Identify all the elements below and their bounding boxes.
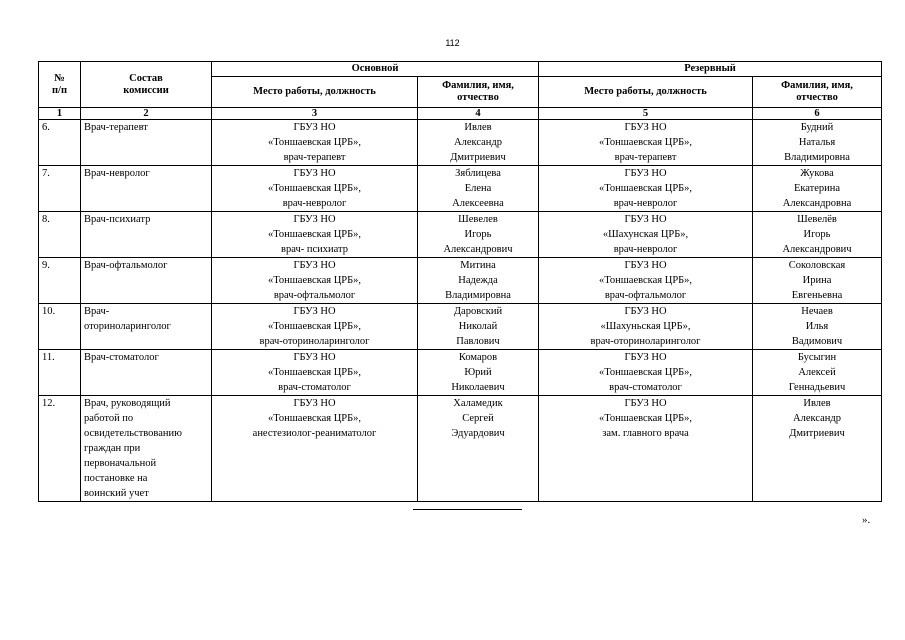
- header-reserve-group: Резервный: [539, 62, 882, 77]
- commission-role: Врач-офтальмолог: [81, 258, 212, 304]
- row-number: 7.: [39, 166, 81, 212]
- main-fullname: Комаров Юрий Николаевич: [418, 350, 539, 396]
- header-reserve-workplace: Место работы, должность: [539, 77, 753, 108]
- header-number: № п/п: [39, 62, 81, 108]
- table-body: [39, 120, 882, 502]
- reserve-workplace: ГБУЗ НО «Тоншаевская ЦРБ», врач-офтальмолог: [539, 258, 753, 304]
- column-number: 2: [81, 108, 212, 120]
- main-workplace: ГБУЗ НО «Тоншаевская ЦРБ», врач-стоматолог: [212, 350, 418, 396]
- main-workplace: ГБУЗ НО «Тоншаевская ЦРБ», врач-невролог: [212, 166, 418, 212]
- row-number: 6.: [39, 120, 81, 166]
- row-number: 10.: [39, 304, 81, 350]
- commission-role: Врач-стоматолог: [81, 350, 212, 396]
- reserve-workplace: ГБУЗ НО «Шахунская ЦРБ», врач-невролог: [539, 212, 753, 258]
- main-fullname: Митина Надежда Владимировна: [418, 258, 539, 304]
- commission-role: Врач-психиатр: [81, 212, 212, 258]
- reserve-workplace: ГБУЗ НО «Тоншаевская ЦРБ», врач-невролог: [539, 166, 753, 212]
- main-fullname: Халамедик Сергей Эдуардович: [418, 396, 539, 502]
- reserve-fullname: Шевелёв Игорь Александрович: [753, 212, 882, 258]
- reserve-fullname: Жукова Екатерина Александровна: [753, 166, 882, 212]
- reserve-fullname: Бусыгин Алексей Геннадьевич: [753, 350, 882, 396]
- header-main-fullname: Фамилия, имя, отчество: [418, 77, 539, 108]
- closing-quote-mark: ».: [862, 514, 871, 526]
- reserve-fullname: Соколовская Ирина Евгеньевна: [753, 258, 882, 304]
- page-number: 112: [445, 38, 460, 48]
- table-row: [39, 304, 882, 350]
- main-fullname: Зяблицева Елена Алексеевна: [418, 166, 539, 212]
- row-number: 12.: [39, 396, 81, 502]
- commission-role: Врач-терапевт: [81, 120, 212, 166]
- table-row: [39, 212, 882, 258]
- table-row: [39, 350, 882, 396]
- main-workplace: ГБУЗ НО «Тоншаевская ЦРБ», врач-терапевт: [212, 120, 418, 166]
- commission-role: Врач- оториноларинголог: [81, 304, 212, 350]
- reserve-workplace: ГБУЗ НО «Тоншаевская ЦРБ», врач-стоматолог: [539, 350, 753, 396]
- table-row: [39, 396, 882, 502]
- table-row: [39, 258, 882, 304]
- header-composition: Состав комиссии: [81, 62, 212, 108]
- footnote-divider: [413, 509, 522, 510]
- table-row: [39, 120, 882, 166]
- reserve-fullname: Нечаев Илья Вадимович: [753, 304, 882, 350]
- commission-role: Врач, руководящий работой по освидетельствованию граждан при первоначальной постановке на воинский учет: [81, 396, 212, 502]
- main-workplace: ГБУЗ НО «Тоншаевская ЦРБ», анестезиолог-реаниматолог: [212, 396, 418, 502]
- row-number: 11.: [39, 350, 81, 396]
- header-main-workplace: Место работы, должность: [212, 77, 418, 108]
- table-row: [39, 166, 882, 212]
- reserve-workplace: ГБУЗ НО «Тоншаевская ЦРБ», врач-терапевт: [539, 120, 753, 166]
- column-number-row: [39, 108, 882, 120]
- column-number: 1: [39, 108, 81, 120]
- commission-table: [38, 61, 882, 502]
- commission-role: Врач-невролог: [81, 166, 212, 212]
- reserve-workplace: ГБУЗ НО «Шахуньская ЦРБ», врач-оториноларинголог: [539, 304, 753, 350]
- main-fullname: Ивлев Александр Дмитриевич: [418, 120, 539, 166]
- column-number: 5: [539, 108, 753, 120]
- column-number: 4: [418, 108, 539, 120]
- reserve-fullname: Будний Наталья Владимировна: [753, 120, 882, 166]
- row-number: 8.: [39, 212, 81, 258]
- header-main-group: Основной: [212, 62, 539, 77]
- main-workplace: ГБУЗ НО «Тоншаевская ЦРБ», врач-офтальмолог: [212, 258, 418, 304]
- main-fullname: Шевелев Игорь Александрович: [418, 212, 539, 258]
- main-workplace: ГБУЗ НО «Тоншаевская ЦРБ», врач-оториноларинголог: [212, 304, 418, 350]
- column-number: 3: [212, 108, 418, 120]
- reserve-workplace: ГБУЗ НО «Тоншаевская ЦРБ», зам. главного врача: [539, 396, 753, 502]
- reserve-fullname: Ивлев Александр Дмитриевич: [753, 396, 882, 502]
- main-fullname: Даровский Николай Павлович: [418, 304, 539, 350]
- header-reserve-fullname: Фамилия, имя, отчество: [753, 77, 882, 108]
- column-number: 6: [753, 108, 882, 120]
- row-number: 9.: [39, 258, 81, 304]
- main-workplace: ГБУЗ НО «Тоншаевская ЦРБ», врач- психиатр: [212, 212, 418, 258]
